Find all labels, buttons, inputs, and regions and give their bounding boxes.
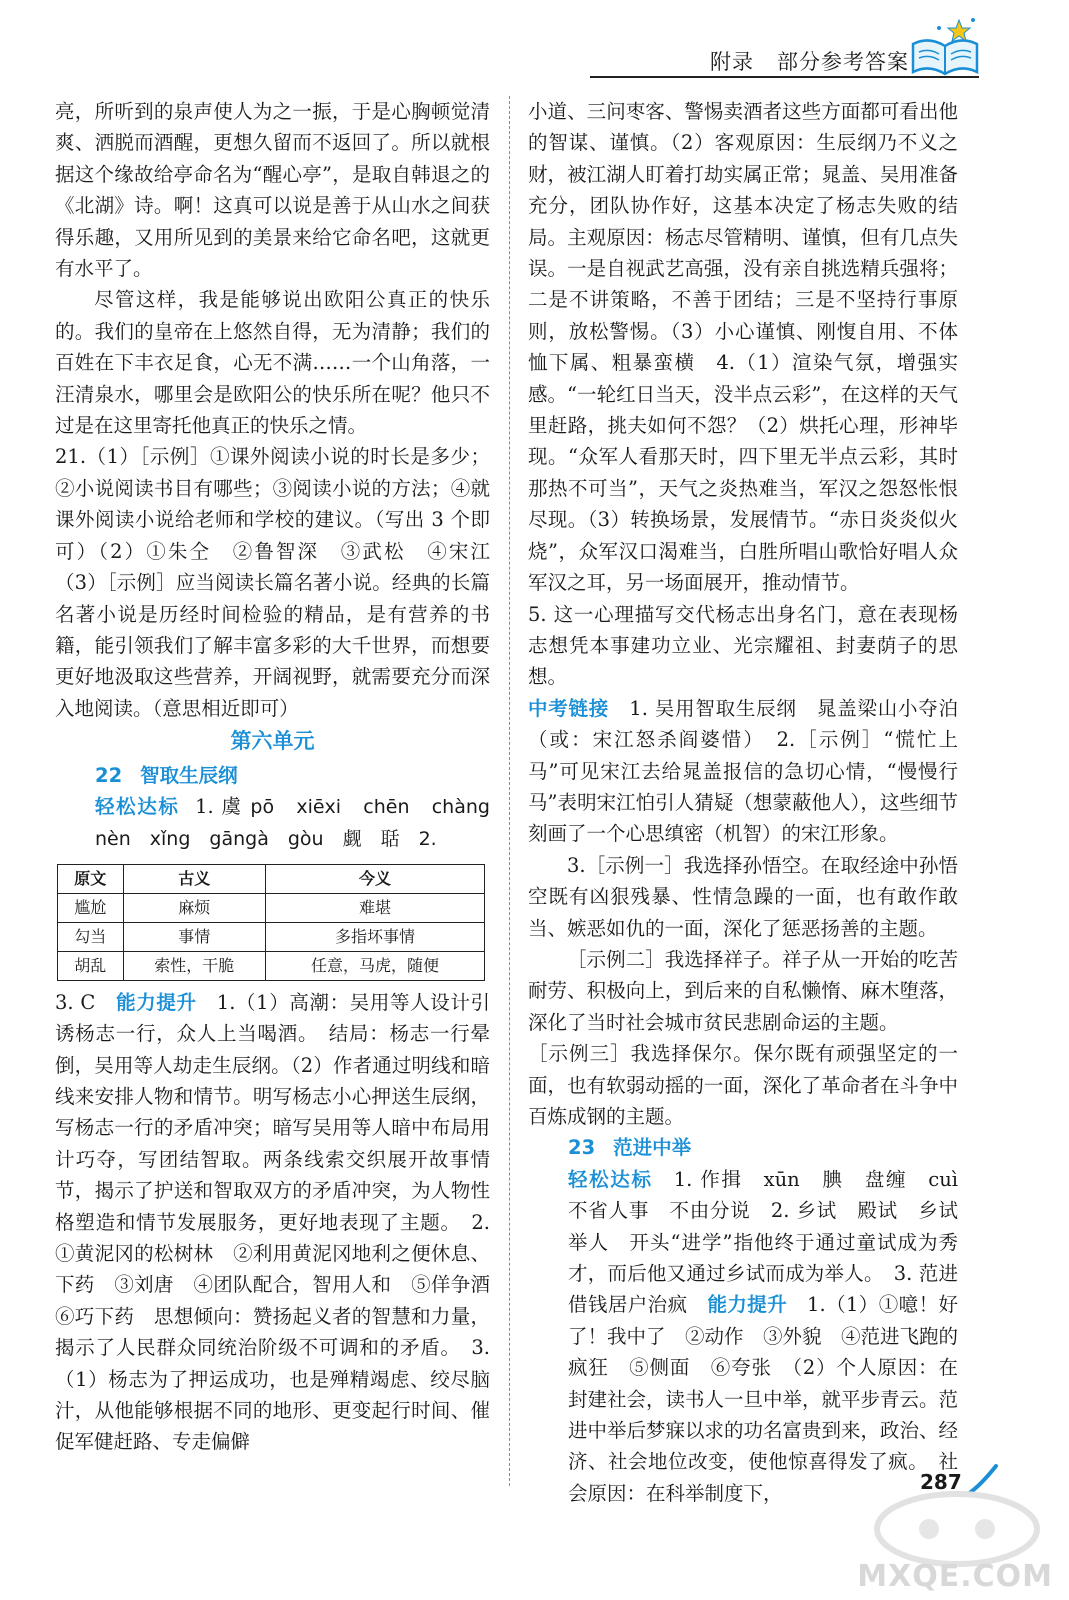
table-cell: 胡乱 xyxy=(58,951,124,980)
header-title: 部分参考答案 xyxy=(777,50,909,74)
table-header: 古义 xyxy=(123,864,265,893)
ability-section-22 xyxy=(55,987,510,1458)
section-label-easy: 轻松达标 xyxy=(568,1167,653,1191)
section-label-ability: 能力提升 xyxy=(707,1293,788,1317)
table-cell: 尴尬 xyxy=(58,893,124,922)
page-header xyxy=(0,0,1069,80)
translation-paragraph-1: 亮，所听到的泉声使人为之一振，于是心胸顿觉清爽、洒脱而酒醒，更想久留而不返回了。所以就根据这个缘故给亭命名为“醒心亭”，是取自韩退之的《北湖》诗。啊！这真可以说是善于从山水之间获得乐趣，又用所见到的美景来给它命名吧，这就更有水平了。 xyxy=(55,100,490,281)
easy-text: 1. 虞 xyxy=(195,794,243,818)
table-cell: 多指坏事情 xyxy=(265,922,484,951)
ability-text-23: 1.（1）①噫！好了！我中了 ②动作 ③外貌 ④范进飞跑的疯狂 ⑤侧面 ⑥夸张 （2）个人原因：在封建社会，读书人一旦中举，就平步青云。范进中举后梦寐以求的功名富贵到来，政治、经济、社会地位改变，使他惊喜得发了疯。 社会原因：在科举制度下， xyxy=(568,1293,959,1505)
unit-title: 第六单元 xyxy=(230,729,315,754)
exam-link-text: 1. 吴用智取生辰纲 晁盖梁山小夺泊（或：宋江怒杀阎婆惜） 2.［示例］“慌忙上马”可见宋江去给晁盖报信的急切心情，“慢慢行马”表明宋江怕引人猜疑（想蒙蔽他人），这些细节刻画了一个心思缜密（机智）的宋江形象。 xyxy=(528,696,958,846)
easy-text-23: 1. 作揖 xūn 腆 盘缠 cuì 不省人事 不由分说 2. 乡试 殿试 乡试 举人 开头“进学”指他终于通过童试成为秀才，而后他又通过乡试而成为举人。 3. 范进借钱居户治疯 xyxy=(568,1167,978,1317)
table-cell: 索性，干脆 xyxy=(123,951,265,980)
answer-5: 5. 这一心理描写交代杨志出身名门，意在表现杨志想凭本事建功立业、光宗耀祖、封妻荫子的思想。 xyxy=(528,602,958,689)
table-header: 今义 xyxy=(265,864,484,893)
section-label-easy: 轻松达标 xyxy=(95,794,180,818)
lesson-22-title xyxy=(55,760,490,791)
lesson-number: 23 xyxy=(568,1136,596,1160)
pinyin-answers: pō xiēxi chēn chàng nèn xǐng gāngà gòu 觑 聒 2. xyxy=(95,795,509,851)
ability-text-22: 1.（1）高潮：吴用等人设计引诱杨志一行，众人上当喝酒。 结局：杨志一行晕倒，吴用等人劫走生辰纲。（2）作者通过明线和暗线来安排人物和情节。明写杨志小心押送生辰纲，写杨志一行的矛盾冲突；暗写吴用等人暗中布局用计巧夺，写团结智取。两条线索交织展开故事情节，揭示了护送和智取双方的矛盾冲突，为人物性格塑造和情节发展服务，更好地表现了主题。 2. ①黄泥冈的松树林 ②利用黄泥冈地利之便休息、下药 ③刘唐 ④团队配合，智用人和 ⑤佯争酒 ⑥巧下药 思想倾向：赞扬起义者的智慧和力量，揭示了人民群众同统治阶级不可调和的矛盾。 3.（1）杨志为了押运成功，也是殚精竭虑、绞尽脑汁，从他能够根据不同的地形、更变起行时间、催促军健赶路、专走偏僻 xyxy=(55,990,510,1454)
answer-3-prefix: 3. C xyxy=(55,990,117,1014)
lesson-23-title xyxy=(528,1132,958,1163)
page-number: 287 xyxy=(920,1470,962,1494)
header-rule xyxy=(590,76,979,78)
section-label-ability: 能力提升 xyxy=(116,990,197,1014)
lesson-name: 智取生辰纲 xyxy=(140,763,238,787)
example-1: 3.［示例一］我选择孙悟空。在取经途中孙悟空既有凶狠残暴、性情急躁的一面，也有敢作敢当、嫉恶如仇的一面，深化了惩恶扬善的主题。 xyxy=(528,853,958,940)
open-book-icon xyxy=(909,14,981,76)
header-section: 附录 xyxy=(709,50,754,74)
answer-21: 21.（1）［示例］①课外阅读小说的时长是多少；②小说阅读书目有哪些；③阅读小说的方法；④就课外阅读小说给老师和学校的建议。（写出 3 个即可）（2）①朱仝 ②鲁智深 ③武松 ④宋江 （3）［示例］应当阅读长篇名著小说。经典的长篇名著小说是历经时间检验的精品，是有营养的书籍，能引领我们了解丰富多彩的大千世界，而想要更好地汲取这些营养，开阔视野，就需要充分而深入地阅读。（意思相近即可） xyxy=(55,445,510,720)
exam-link-section xyxy=(528,693,958,850)
ability-continued: 小道、三问枣客、警惕卖酒者这些方面都可看出他的智谋、谨慎。（2）客观原因：生辰纲乃不义之财，被江湖人盯着打劫实属正常；晁盖、吴用准备充分，团队协作好，这基本决定了杨志失败的结局。主观原因：杨志尽管精明、谨慎，但有几点失误。一是自视武艺高强，没有亲自挑选精兵强将；二是不讲策略，不善于团结；三是不坚持行事原则，放松警惕。（3）小心谨慎、刚愎自用、不体恤下属、粗暴蛮横 4.（1）渲染气氛，增强实感。“一轮红日当天，没半点云彩”，在这样的天气里赶路，挑夫如何不怨？（2）烘托心理，形神毕现。“众军人看那天时，四下里无半点云彩，其时那热不可当”，天气之炎热难当，军汉之怨怒怅恨尽现。（3）转换场景，发展情节。“赤日炎炎似火烧”，众军汉口渴难当，白胜所唱山歌恰好唱人众军汉之耳，另一场面展开，推动情节。 xyxy=(528,100,958,595)
table-header: 原文 xyxy=(58,864,124,893)
column-divider xyxy=(509,96,510,1486)
lesson-number: 22 xyxy=(95,763,123,787)
lesson-name: 范进中举 xyxy=(613,1136,692,1160)
easy-section xyxy=(55,791,509,856)
section-label-exam-link: 中考链接 xyxy=(528,696,610,720)
example-3: ［示例三］我选择保尔。保尔既有顽强坚定的一面，也有软弱动摇的一面，深化了革命者在斗争中百炼成钢的主题。 xyxy=(528,1042,958,1128)
table-row xyxy=(58,893,485,922)
table-row xyxy=(58,951,485,980)
easy-section-23 xyxy=(528,1164,978,1509)
example-2: ［示例二］我选择祥子。祥子从一开始的吃苦耐劳、积极向上，到后来的自私懒惰、麻木堕落，深化了当时社会城市贫民悲剧命运的主题。 xyxy=(528,947,958,1034)
table-cell: 事情 xyxy=(123,922,265,951)
word-meaning-table xyxy=(57,864,485,981)
table-cell: 任意，马虎，随便 xyxy=(265,951,484,980)
watermark-text: MXQE.COM xyxy=(857,1559,1053,1594)
table-cell: 难堪 xyxy=(265,893,484,922)
table-cell: 麻烦 xyxy=(123,893,265,922)
right-column xyxy=(528,96,978,1509)
table-row xyxy=(58,922,485,951)
left-column xyxy=(55,96,510,1458)
table-cell: 勾当 xyxy=(58,922,124,951)
translation-paragraph-2: 尽管这样，我是能够说出欧阳公真正的快乐的。我们的皇帝在上悠然自得，无为清静；我们的百姓在下丰衣足食，心无不满……一个山角落，一汪清泉水，哪里会是欧阳公的快乐所在呢？他只不过是在这里寄托他真正的快乐之情。 xyxy=(55,288,490,438)
table-header-row xyxy=(58,864,485,893)
running-head xyxy=(710,46,909,76)
